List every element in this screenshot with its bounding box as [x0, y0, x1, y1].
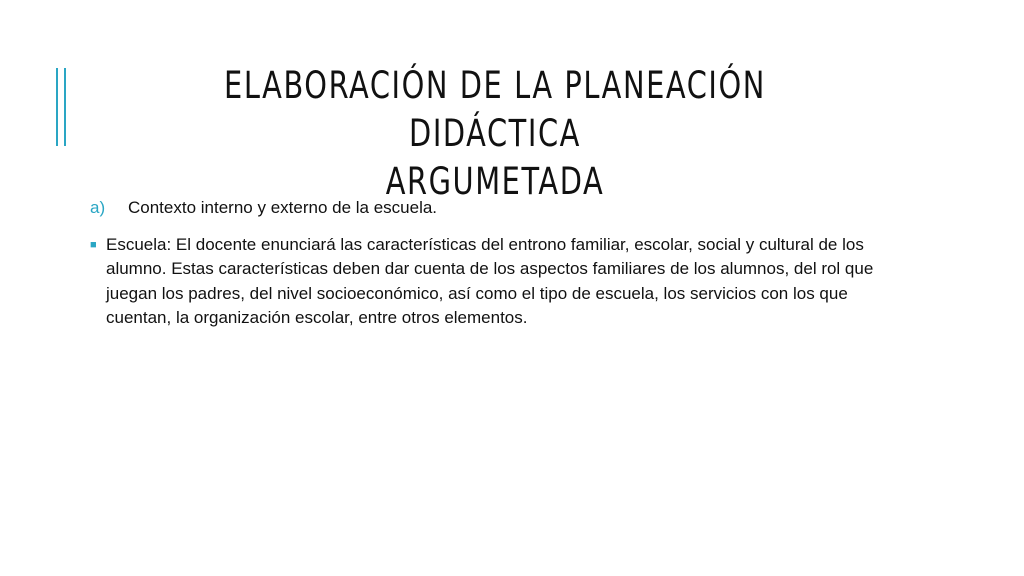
- slide-content: [90, 196, 900, 331]
- list-marker-a: a): [90, 198, 106, 217]
- bullet-item-escuela: [90, 233, 900, 331]
- accent-bar-left: [56, 68, 58, 146]
- slide-title-line-2: ARGUMETADA: [385, 160, 605, 203]
- list-item-a-text: Contexto interno y externo de la escuela.: [128, 198, 438, 217]
- slide-title: [179, 62, 811, 206]
- list-item-a: [90, 196, 900, 221]
- slide-title-line-1: ELABORACIÓN DE LA PLANEACIÓN DIDÁCTICA: [224, 64, 766, 155]
- accent-bar-right: [64, 68, 66, 146]
- bullet-item-text: Escuela: El docente enunciará las características del entrono familiar, escolar, social y cultural de los alumno. Estas características deben dar cuenta de los aspectos familiares de los alumnos, del rol que juegan los padres, del nivel socioeconómico, así como el tipo de escuela, los servicios con los que cuentan, la organización escolar, entre otros elementos.: [106, 234, 874, 327]
- square-bullet-icon: ■: [90, 238, 97, 251]
